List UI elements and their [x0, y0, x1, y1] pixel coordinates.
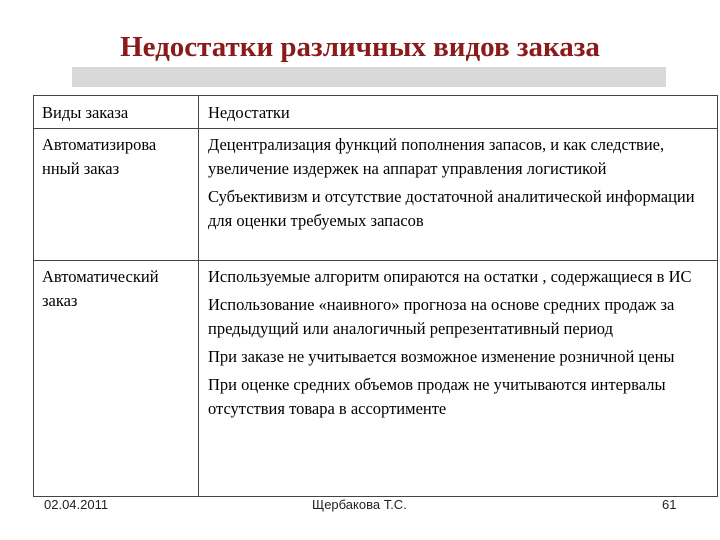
- drawback-item: Децентрализация функций пополнения запасов, и как следствие, увеличение издержек на аппарат управления логистикой: [208, 135, 665, 178]
- drawback-item: Субъективизм и отсутствие достаточной аналитической информации для оценки требуемых запасов: [208, 187, 695, 230]
- footer-date: 02.04.2011: [44, 497, 109, 512]
- table-border-right: [717, 96, 718, 496]
- drawback-item: Использование «наивного» прогноза на основе средних продаж за предыдущий или аналогичный репрезентативный период: [208, 295, 675, 338]
- slide-title: Недостатки различных видов заказа: [120, 31, 600, 63]
- row-automatic-order-type: Автоматический заказ: [42, 267, 159, 310]
- drawback-item: При оценке средних объемов продаж не учитываются интервалы отсутствия товара в ассортименте: [208, 375, 666, 418]
- column-divider: [198, 96, 199, 496]
- header-drawbacks: Недостатки: [208, 103, 290, 122]
- drawbacks-table: [33, 95, 718, 497]
- drawback-item: Используемые алгоритм опираются на остатки , содержащиеся в ИС: [208, 267, 692, 286]
- drawback-item: При заказе не учитывается возможное изменение розничной цены: [208, 347, 675, 366]
- row-automated-order-type: Автоматизирова нный заказ: [42, 135, 157, 178]
- table-border-left: [33, 96, 34, 496]
- header-order-types: Виды заказа: [42, 103, 129, 122]
- footer-author: Щербакова Т.С.: [312, 497, 407, 512]
- row-automated-order-drawbacks: [208, 133, 713, 233]
- row-divider: [33, 260, 718, 261]
- row-automatic-order-drawbacks: [208, 265, 713, 421]
- footer-page-number: 61: [662, 497, 677, 512]
- header-divider: [33, 128, 718, 129]
- title-underline-bar: [72, 67, 666, 87]
